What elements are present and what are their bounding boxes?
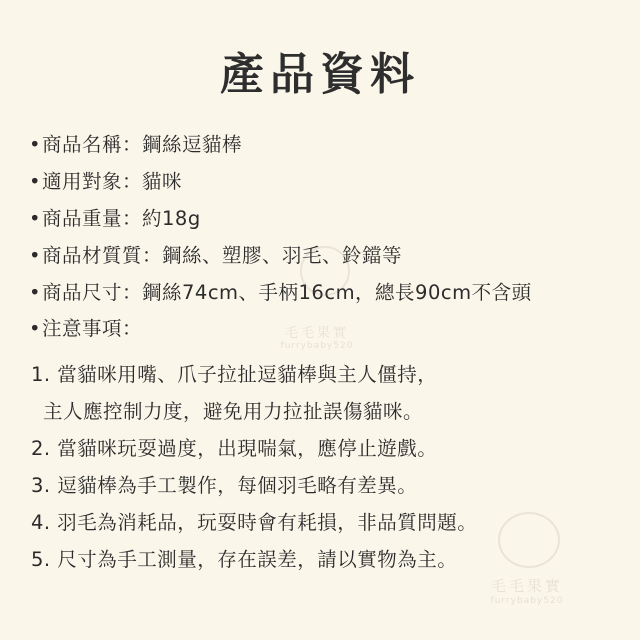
note-text: 3. 逗貓棒為手工製作，每個羽毛略有差異。 — [31, 473, 418, 497]
info-item-target — [28, 164, 532, 201]
bullet-icon: • — [28, 280, 41, 304]
info-text: 商品材質質：鋼絲、塑膠、羽毛、鈴鐺等 — [42, 243, 403, 267]
note-text: 1. 當貓咪用嘴、爪子拉扯逗貓棒與主人僵持， — [31, 363, 438, 386]
note-item-5 — [31, 542, 477, 579]
watermark-bottom-right — [462, 575, 592, 606]
notes-list — [31, 357, 477, 578]
bullet-icon: • — [28, 317, 41, 341]
bullet-icon: • — [28, 243, 41, 267]
info-text: 商品重量：約18g — [42, 206, 201, 230]
info-text: 注意事項： — [42, 317, 143, 341]
bullet-icon: • — [28, 133, 41, 156]
watermark-logo-icon — [300, 246, 350, 296]
info-item-weight — [28, 201, 532, 238]
note-item-2 — [31, 431, 477, 468]
watermark-handle: furrybaby520 — [490, 596, 564, 606]
watermark-brand: 毛毛果實 — [284, 326, 349, 341]
note-item-1 — [31, 357, 477, 431]
note-item-3 — [31, 468, 477, 505]
note-text-continuation: 主人應控制力度，避免用力拉扯誤傷貓咪。 — [43, 399, 424, 423]
watermark-center — [262, 322, 372, 351]
info-text: 商品尺寸：鋼絲74cm、手柄16cm，總長90cm不含頭 — [42, 280, 532, 304]
note-text: 5. 尺寸為手工測量，存在誤差，請以實物為主。 — [31, 547, 458, 571]
product-info-list — [28, 127, 532, 348]
info-item-size — [28, 275, 532, 312]
info-item-material — [28, 238, 532, 275]
info-text: 適用對象：貓咪 — [42, 169, 183, 193]
note-text: 4. 羽毛為消耗品，玩耍時會有耗損，非品質問題。 — [31, 510, 478, 534]
note-item-4 — [31, 505, 477, 542]
watermark-logo-icon — [498, 512, 560, 568]
info-text: 商品名稱：鋼絲逗貓棒 — [42, 133, 243, 156]
note-text: 2. 當貓咪玩耍過度，出現喘氣，應停止遊戲。 — [31, 436, 438, 460]
watermark-brand: 毛毛果實 — [490, 577, 563, 595]
bullet-icon: • — [28, 206, 41, 230]
info-item-name — [28, 127, 532, 164]
page-title: 產品資料 — [220, 49, 420, 100]
bullet-icon: • — [28, 169, 41, 193]
watermark-handle: furrybaby520 — [280, 341, 354, 351]
